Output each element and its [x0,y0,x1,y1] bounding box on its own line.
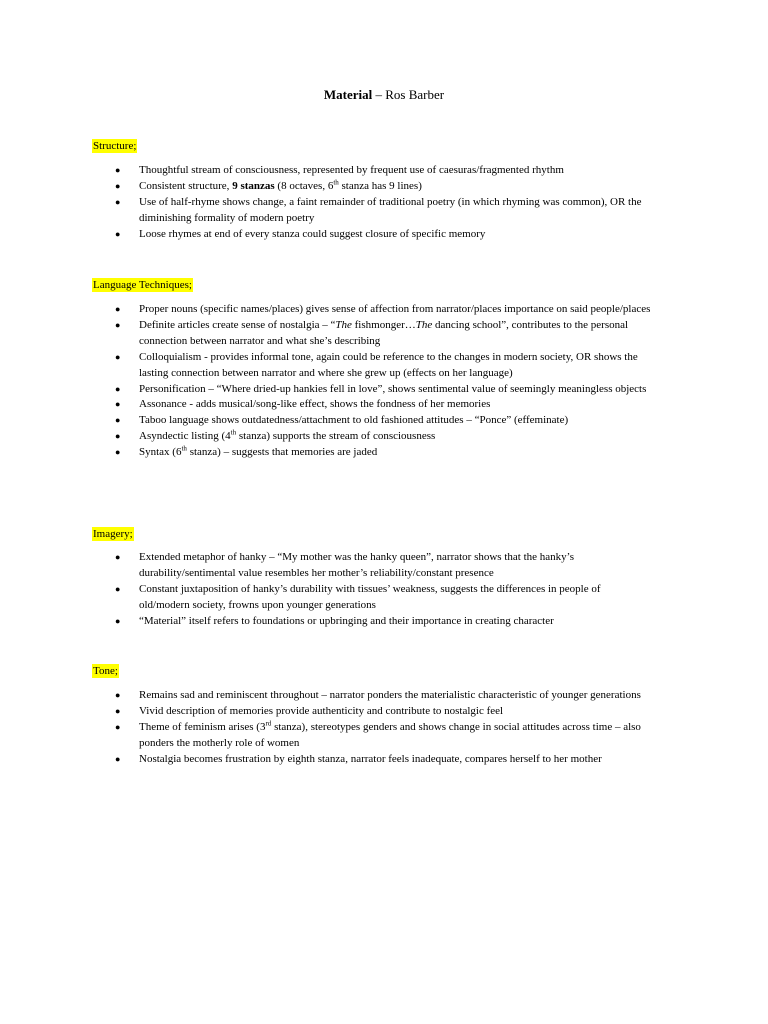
list-item: ● Theme of feminism arises (3rd stanza), stereotypes genders and shows change in social attitudes across time – also ponders the motherly role of women [115,719,641,749]
imagery-list [92,550,652,630]
section-heading-tone: Tone; [93,665,118,677]
list-item: ● Proper nouns (specific names/places) gives sense of affection from narrator/places importance on said people/places [92,302,652,318]
list-item: ● Asyndectic listing (4th stanza) supports the stream of consciousness [92,429,652,445]
list-item: ● “Material” itself refers to foundations or upbringing and their importance in creating character [92,614,652,630]
bullet-icon: ● [115,415,121,426]
bullet-icon: ● [115,431,121,442]
bullet-icon: ● [115,351,121,362]
list-item: ● Use of half-rhyme shows change, a faint remainder of traditional poetry (in which rhyming was common), OR the diminishing formality of modern poetry [115,195,642,224]
list-item: ● Syntax (6th stanza) – suggests that memories are jaded [92,445,652,461]
bullet-icon: ● [115,180,121,191]
list-item: ● Thoughtful stream of consciousness, represented by frequent use of caesuras/fragmented rhythm [92,163,652,179]
section-heading-imagery: Imagery; [93,528,133,540]
bullet-icon: ● [115,319,121,330]
list-item: ● Vivid description of memories provide authenticity and contribute to nostalgic feel [92,704,652,720]
bullet-icon: ● [115,399,121,410]
list-item: ● Assonance - adds musical/song-like effect, shows the fondness of her memories [92,397,652,413]
bullet-icon: ● [115,383,121,394]
list-item: ● Nostalgia becomes frustration by eighth stanza, narrator feels inadequate, compares herself to her mother [92,752,652,768]
bullet-icon: ● [115,690,121,700]
bullet-icon: ● [115,583,121,594]
list-item: ● Personification – “Where dried-up hankies fell in love”, shows sentimental value of seemingly meaningless objects [92,382,652,398]
list-item: ● Consistent structure, 9 stanzas (8 octaves, 6th stanza has 9 lines) [92,179,652,195]
bullet-icon: ● [115,753,121,764]
bullet-icon: ● [115,615,121,626]
bullet-icon: ● [115,447,121,458]
structure-list [92,163,652,243]
bullet-icon: ● [115,228,121,239]
bullet-icon: ● [115,552,121,562]
list-item: ● Colloquialism - provides informal tone, again could be reference to the changes in modern society, OR shows the lasting connection between narrator and where she grew up (effects on her language) [115,350,638,379]
list-item: ● Remains sad and reminiscent throughout – narrator ponders the materialistic characteristic of younger generations [92,688,652,704]
section-heading-structure: Structure; [93,140,137,152]
bullet-icon: ● [115,721,121,732]
section-heading-language: Language Techniques; [93,279,192,291]
title-bold: Material [323,87,373,102]
list-item: ● Taboo language shows outdatedness/attachment to old fashioned attitudes – “Ponce” (effeminate) [92,413,652,429]
bullet-icon: ● [115,304,121,314]
title-author: – Ros Barber [372,87,445,102]
bullet-icon: ● [115,196,121,207]
page-title [0,87,768,103]
list-item: ● Loose rhymes at end of every stanza could suggest closure of specific memory [92,227,652,243]
list-item: ● Extended metaphor of hanky – “My mother was the hanky queen”, narrator shows that the hanky’s durability/sentimental value resembles her mother’s reliability/constant presence [115,551,574,579]
language-list [92,302,652,461]
list-item: ● Constant juxtaposition of hanky’s durability with tissues’ weakness, suggests the differences in people of old/modern society, frowns upon younger generations [115,582,601,611]
list-item: ● Definite articles create sense of nostalgia – “The fishmonger…The dancing school”, contributes to the personal connection between narrator and what she’s describing [115,318,629,347]
bullet-icon: ● [115,165,121,175]
bullet-icon: ● [115,705,121,716]
tone-list [92,688,652,768]
